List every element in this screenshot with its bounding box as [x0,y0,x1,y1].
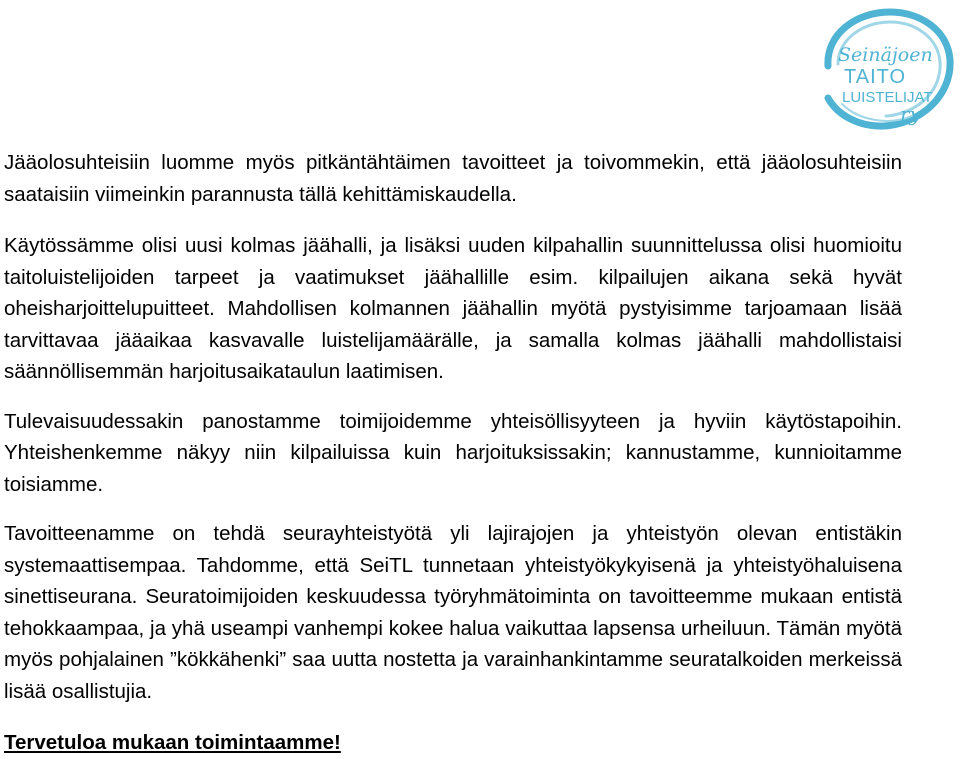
logo-graphic [808,4,956,132]
logo-text-seinajoen: Seinäjoen [838,44,933,66]
paragraph-new-ice-hall: Käytössämme olisi uusi kolmas jäähalli, ja lisäksi uuden kilpahallin suunnittelussa olisi huomioitu taitoluistelijoiden tarpeet ja vaatimukset jäähallille esim. kilpailujen aikana sekä hyvät oheisharjoittelupuitteet. Mahdollisen kolmannen jäähallin myötä pystyisimme tarjoamaan lisää tarvittavaa jääaikaa kasvavalle luistelijamäärälle, ja samalla kolmas jäähalli mahdollistaisi säännöllisemmän harjoitusaikataulun laatimisen. [4,234,902,383]
logo-text-ry: ry [900,102,921,126]
club-logo [808,4,956,132]
paragraph-ice-conditions: Jääolosuhteisiin luomme myös pitkäntähtäimen tavoitteet ja toivommekin, että jääolosuhteisiin saataisiin viimeinkin parannusta tällä kehittämiskaudella. [4,151,902,206]
logo-text-luistelijat: LUISTELIJAT [842,89,933,106]
paragraph-community: Tulevaisuudessakin panostamme toimijoidemme yhteisöllisyyteen ja hyviin käytöstapoihin. Yhteishenkemme näkyy niin kilpailuissa kuin harjoituksissakin; kannustamme, kunnioitamme toisiamme. [4,409,902,496]
closing-welcome: Tervetuloa mukaan toimintaamme! [4,731,341,754]
document-body [4,147,902,759]
paragraph-cooperation: Tavoitteenamme on tehdä seurayhteistyötä yli lajirajojen ja yhteistyön olevan entistäkin systemaattisempaa. Tahdomme, että SeiTL tunnetaan yhteistyökykyisenä ja yhteistyöhaluisena sinettiseurana. Seuratoimijoiden keskuudessa työryhmätoiminta on tavoitteemme mukaan entistä tehokkaampaa, ja yhä useampi vanhempi kokee halua vaikuttaa lapsensa urheiluun. Tämän myötä myös pohjalainen ”kökkähenki” saa uutta nostetta ja varainhankintamme seuratalkoiden merkeissä lisää osallistujia. [4,522,902,703]
logo-text-taito: TAITO [844,66,907,88]
